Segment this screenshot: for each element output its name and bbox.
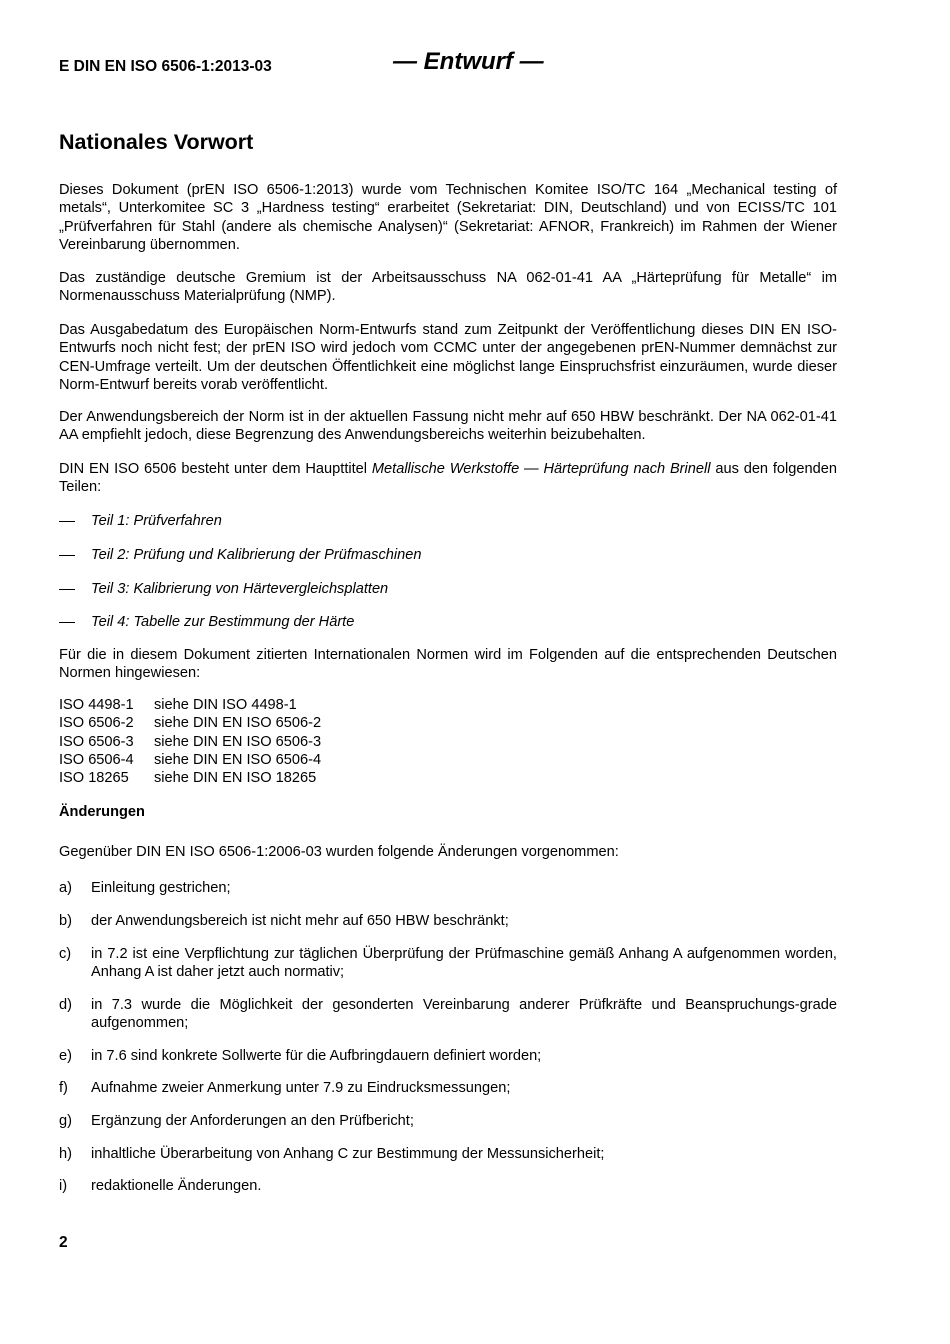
paragraph-scope: Der Anwendungsbereich der Norm ist in der aktuellen Fassung nicht mehr auf 650 HBW beschränkt. Der NA 062-01-41 AA empfiehlt jedoch, diese Begrenzung des Anwendungsbereichs weiterhin beizubehalten.: [59, 409, 837, 444]
changes-heading: Änderungen: [59, 804, 145, 820]
parts-intro-post: aus den folgenden Teilen:: [59, 461, 837, 496]
part-label: Teil 4: Tabelle zur Bestimmung der Härte: [91, 614, 355, 630]
part-label: Teil 2: Prüfung und Kalibrierung der Prüfmaschinen: [91, 547, 422, 563]
draft-label: — Entwurf —: [393, 48, 544, 75]
paragraph-committee: Dieses Dokument (prEN ISO 6506-1:2013) wurde vom Technischen Komitee ISO/TC 164 „Mechanical testing of metals“, Unterkomitee SC 3 „Hardness testing“ erarbeitet (Sekretariat: DIN, Deutschland) und von ECISS/TC 101 „Prüfverfahren für Stahl (andere als chemische Analysen)“ (Sekretariat: AFNOR, Frankreich) im Rahmen der Wiener Vereinbarung übernommen.: [59, 182, 837, 253]
page-title: Nationales Vorwort: [59, 130, 254, 154]
dash-bullet: [59, 622, 75, 623]
changes-intro: Gegenüber DIN EN ISO 6506-1:2006-03 wurden folgende Änderungen vorgenommen:: [59, 844, 619, 860]
main-title: Metallische Werkstoffe — Härteprüfung nach Brinell: [371, 461, 711, 477]
dash-bullet: [59, 521, 75, 522]
paragraph-parts-intro: [59, 460, 837, 497]
paragraph-working-committee: Das zuständige deutsche Gremium ist der Arbeitsausschuss NA 062-01-41 AA „Härteprüfung für Metalle“ im Normenausschuss Materialprüfung (NMP).: [59, 270, 837, 305]
page-number: 2: [59, 1234, 68, 1251]
part-label: Teil 3: Kalibrierung von Härtevergleichsplatten: [91, 581, 389, 597]
dash-bullet: [59, 555, 75, 556]
part-label: Teil 1: Prüfverfahren: [91, 513, 222, 529]
document-id: E DIN EN ISO 6506-1:2013-03: [59, 58, 272, 75]
parts-intro-pre: DIN EN ISO 6506 besteht unter dem Haupttitel: [59, 461, 372, 477]
paragraph-issue-date: Das Ausgabedatum des Europäischen Norm-Entwurfs stand zum Zeitpunkt der Veröffentlichung dieses DIN EN ISO-Entwurfs noch nicht fest; der prEN ISO wird jedoch vom CCMC unter der angegebenen prEN-Nummer demnächst zur CEN-Umfrage verteilt. Um der deutschen Öffentlichkeit eine möglichst lange Einspruchsfrist einzuräumen, wurde dieser Norm-Entwurf bereits vorab veröffentlicht.: [59, 322, 837, 393]
paragraph-references-intro: Für die in diesem Dokument zitierten Internationalen Normen wird im Folgenden auf die entsprechenden Deutschen Normen hingewiesen:: [59, 647, 837, 682]
dash-bullet: [59, 589, 75, 590]
